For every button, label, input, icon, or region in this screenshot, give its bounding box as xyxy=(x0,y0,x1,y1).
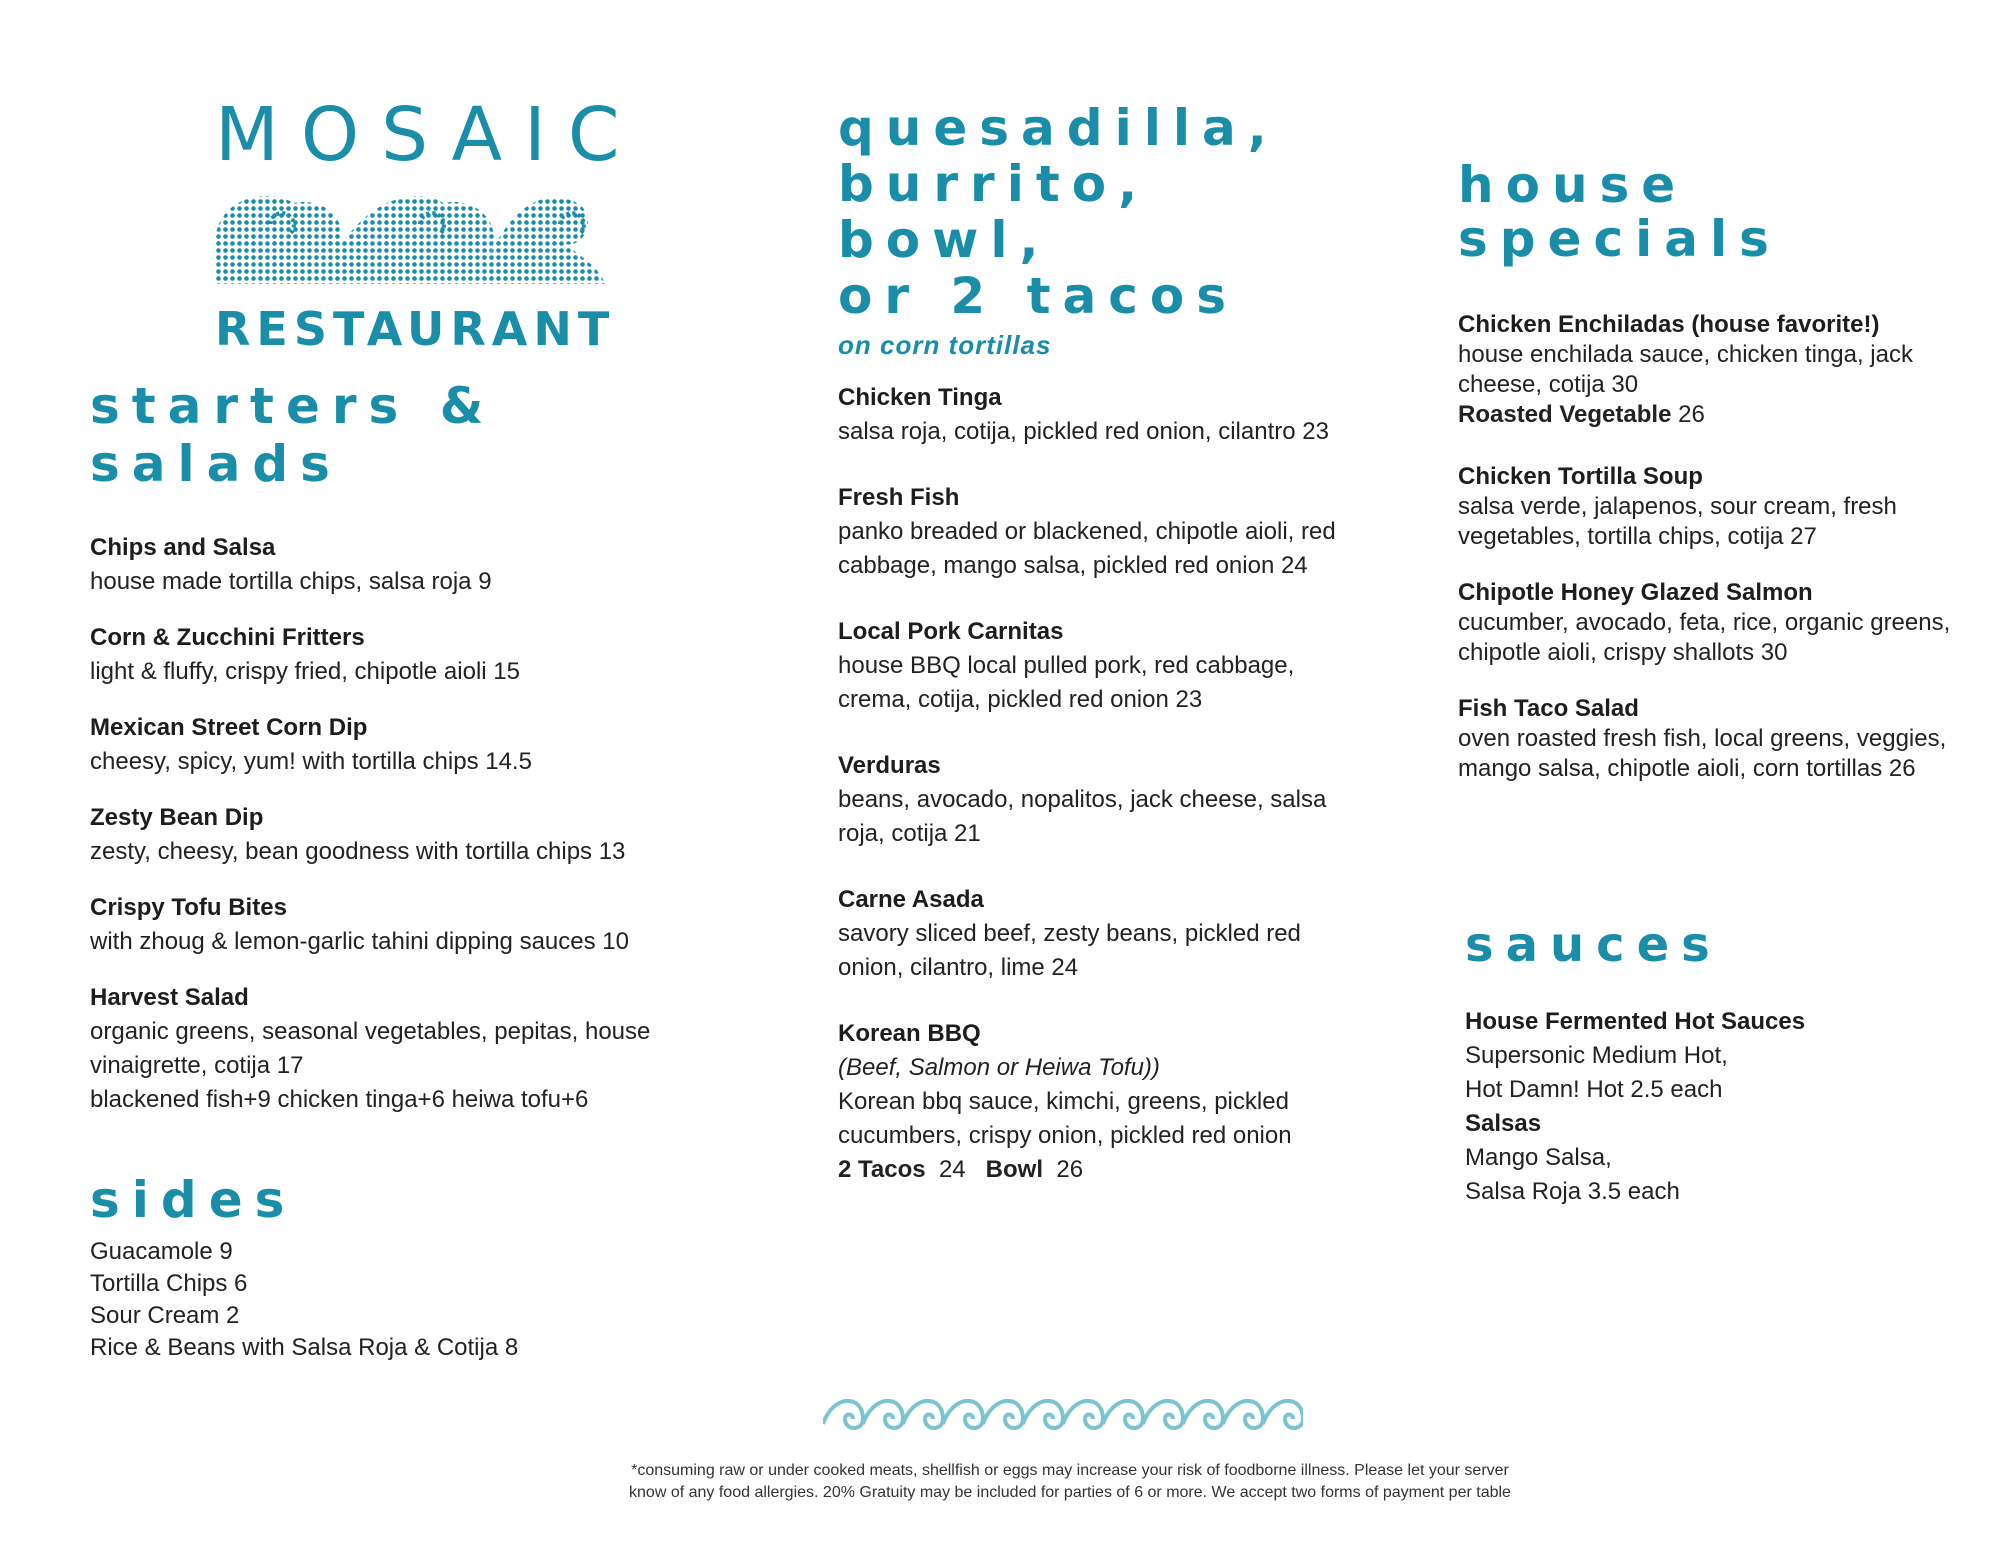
menu-item xyxy=(90,801,770,869)
item-desc: light & fluffy, crispy fried, chipotle aioli 15 xyxy=(90,658,520,685)
item-desc: cheesy, spicy, yum! with tortilla chips 14.5 xyxy=(90,748,532,775)
sauces-section xyxy=(1465,918,1965,1209)
item-desc: with zhoug & lemon-garlic tahini dipping sauces 10 xyxy=(90,928,629,955)
menu-item xyxy=(1458,578,1958,668)
enchiladas-item xyxy=(1458,310,1958,430)
item-note: (Beef, Salmon or Heiwa Tofu)) xyxy=(838,1054,1160,1081)
item-name: Chicken Enchiladas (house favorite!) xyxy=(1458,311,1880,338)
korean-bbq-item xyxy=(838,1017,1338,1187)
menu-item xyxy=(838,615,1338,717)
menu-item xyxy=(90,891,770,959)
specials-heading-line: specials xyxy=(1458,210,1781,268)
item-addons: blackened fish+9 chicken tinga+6 heiwa tofu+6 xyxy=(90,1086,589,1113)
menu-item xyxy=(1458,462,1958,552)
salsas-name: Salsas xyxy=(1465,1110,1542,1138)
item-name: Local Pork Carnitas xyxy=(838,618,1064,645)
menu-item xyxy=(90,981,770,1117)
side-item: Rice & Beans with Salsa Roja & Cotija 8 xyxy=(90,1333,519,1361)
item-desc: salsa verde, jalapenos, sour cream, fresh vegetables, tortilla chips, cotija 27 xyxy=(1458,493,1897,550)
quesadilla-heading-line: or 2 tacos xyxy=(838,267,1239,325)
item-desc: oven roasted fresh fish, local greens, veggies, mango salsa, chipotle aioli, corn tortillas 26 xyxy=(1458,725,1947,782)
alt-price: 26 xyxy=(1678,401,1705,428)
item-desc: house BBQ local pulled pork, red cabbage, crema, cotija, pickled red onion 23 xyxy=(838,652,1295,713)
side-item: Sour Cream 2 xyxy=(90,1301,240,1329)
item-name: Zesty Bean Dip xyxy=(90,804,264,831)
menu-item xyxy=(838,749,1338,851)
item-desc: Korean bbq sauce, kimchi, greens, pickled cucumbers, crispy onion, pickled red onion xyxy=(838,1088,1292,1149)
sides-section xyxy=(90,1172,770,1364)
item-name: Fish Taco Salad xyxy=(1458,695,1639,722)
wave-border-icon xyxy=(823,1392,1303,1432)
salsas-line2: Salsa Roja 3.5 each xyxy=(1465,1178,1680,1206)
item-name: Carne Asada xyxy=(838,886,984,913)
menu-item xyxy=(838,481,1338,583)
item-desc: panko breaded or blackened, chipotle aioli, red cabbage, mango salsa, pickled red onion 24 xyxy=(838,518,1336,579)
item-name: Mexican Street Corn Dip xyxy=(90,714,368,741)
starters-heading: starters & salads xyxy=(90,377,496,493)
item-name: Crispy Tofu Bites xyxy=(90,894,287,921)
item-desc: house enchilada sauce, chicken tinga, jack cheese, cotija 30 xyxy=(1458,341,1913,398)
menu-item xyxy=(838,883,1338,985)
item-desc: beans, avocado, nopalitos, jack cheese, salsa roja, cotija 21 xyxy=(838,786,1327,847)
hot-sauces-name: House Fermented Hot Sauces xyxy=(1465,1008,1806,1036)
menu-item xyxy=(838,381,1338,449)
menu-item xyxy=(90,531,770,599)
item-name: Korean BBQ xyxy=(838,1020,981,1047)
menu-item xyxy=(1458,694,1958,784)
menu-item xyxy=(90,711,770,779)
quesadilla-section xyxy=(838,100,1338,1187)
logo xyxy=(215,92,642,356)
tacos-price: 24 xyxy=(938,1156,966,1183)
sauces-heading: sauces xyxy=(1465,917,1722,973)
logo-title: MOSAIC xyxy=(215,92,642,178)
specials-heading-line: house xyxy=(1458,156,1688,214)
quesadilla-heading-line: quesadilla, xyxy=(838,99,1279,157)
item-name: Corn & Zucchini Fritters xyxy=(90,624,365,651)
quesadilla-heading-line: bowl, xyxy=(838,211,1051,269)
mosaic-wave-icon xyxy=(215,184,605,284)
side-item: Tortilla Chips 6 xyxy=(90,1269,248,1297)
tacos-label: 2 Tacos xyxy=(838,1156,926,1183)
item-name: Chipotle Honey Glazed Salmon xyxy=(1458,579,1813,606)
roasted-vegetable-line xyxy=(1458,400,1958,430)
item-desc: organic greens, seasonal vegetables, pepitas, house vinaigrette, cotija 17 xyxy=(90,1018,651,1079)
item-desc: savory sliced beef, zesty beans, pickled red onion, cilantro, lime 24 xyxy=(838,920,1301,981)
item-name: Harvest Salad xyxy=(90,984,249,1011)
item-desc: salsa roja, cotija, pickled red onion, cilantro 23 xyxy=(838,418,1329,445)
item-desc: house made tortilla chips, salsa roja 9 xyxy=(90,568,492,595)
item-desc: zesty, cheesy, bean goodness with tortilla chips 13 xyxy=(90,838,626,865)
item-desc: cucumber, avocado, feta, rice, organic greens, chipotle aioli, crispy shallots 30 xyxy=(1458,609,1951,666)
price-line xyxy=(838,1153,1338,1187)
bowl-price: 26 xyxy=(1056,1156,1084,1183)
item-name: Chicken Tortilla Soup xyxy=(1458,463,1703,490)
starters-section xyxy=(90,378,770,1139)
footer-disclaimer: *consuming raw or under cooked meats, shellfish or eggs may increase your risk of foodborne illness. Please let your server know of any food allergies. 20% Gratuity may be included for parties of 6 or more. We accept two forms of payment per table xyxy=(629,1462,1511,1501)
hot-sauces-line2: Hot Damn! Hot 2.5 each xyxy=(1465,1076,1723,1104)
bowl-label: Bowl xyxy=(985,1156,1043,1183)
salsas-line1: Mango Salsa, xyxy=(1465,1144,1612,1172)
item-name: Chicken Tinga xyxy=(838,384,1002,411)
side-item: Guacamole 9 xyxy=(90,1237,233,1265)
quesadilla-heading-line: burrito, xyxy=(838,155,1150,213)
hot-sauces-line1: Supersonic Medium Hot, xyxy=(1465,1042,1728,1070)
item-name: Verduras xyxy=(838,752,941,779)
corn-tortillas-subheading: on corn tortillas xyxy=(838,330,1052,360)
item-name: Fresh Fish xyxy=(838,484,960,511)
alt-name: Roasted Vegetable xyxy=(1458,401,1672,428)
sides-heading: sides xyxy=(90,1171,297,1229)
logo-subtitle: RESTAURANT xyxy=(215,302,616,356)
specials-section xyxy=(1458,158,1958,810)
item-name: Chips and Salsa xyxy=(90,534,276,561)
menu-item xyxy=(90,621,770,689)
